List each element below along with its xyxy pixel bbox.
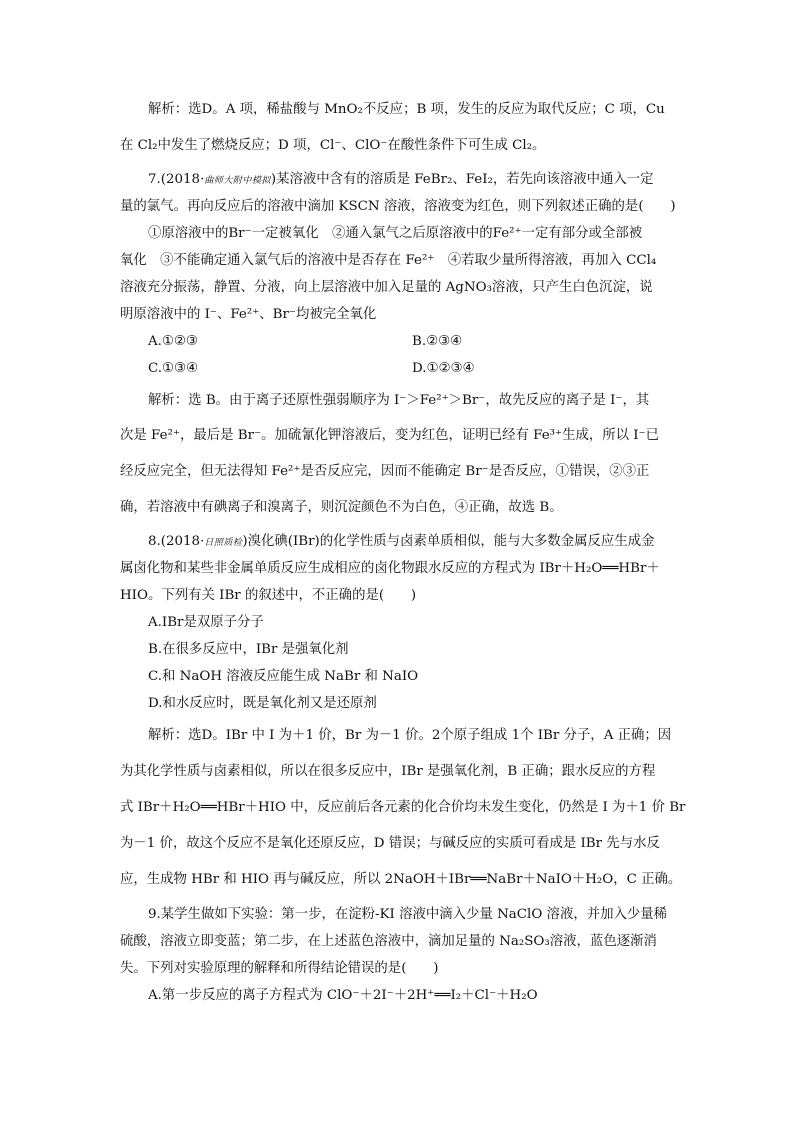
question-8-number: 8.(2018· (148, 534, 205, 549)
question-7-line-2: 量的氯气。再向反应后的溶液中滴加 KSCN 溶液，溶液变为红色，则下列叙述正确的是( ) (120, 199, 676, 214)
answer-7-line-1: 解析：选 B。由于离子还原性强弱顺序为 I⁻＞Fe²⁺＞Br⁻，故先反应的离子是 I⁻，其 (148, 393, 650, 408)
answer-8-line-1: 解析：选D。IBr 中 I 为＋1 价，Br 为－1 价。2个原子组成 1个 IBr 分子，A 正确；因 (148, 728, 672, 743)
question-8-option-b: B.在很多反应中，IBr 是强氧化剂 (148, 642, 349, 657)
answer-8-line-2: 为其化学性质与卤素相似，所以在很多反应中，IBr 是强氧化剂，B 正确；跟水反应的方程 (120, 764, 656, 779)
question-7-statements-line-2: 氧化 ③不能确定通入氯气后的溶液中是否存在 Fe²⁺ ④若取少量所得溶液，再加入 CCl₄ (120, 253, 657, 268)
answer-7-line-2: 次是 Fe²⁺，最后是 Br⁻。加硫氰化钾溶液后，变为红色，证明已经有 Fe³⁺生成，所以 I⁻已 (120, 428, 660, 443)
answer-8-line-3: 式 IBr＋H₂O══HBr＋HIO 中，反应前后各元素的化合价均未发生变化，仍然是 I 为＋1 价 Br (120, 800, 686, 815)
question-9-line-3: 失。下列对实验原理的解释和所得结论错误的是( ) (120, 961, 439, 976)
question-9-option-a: A.第一步反应的离子方程式为 ClO⁻＋2I⁻＋2H⁺══I₂＋Cl⁻＋H₂O (148, 988, 538, 1003)
question-8-source: 日照质检 (204, 538, 243, 548)
question-7-stem (148, 171, 794, 190)
question-8-option-a: A.IBr是双原子分子 (148, 615, 264, 630)
question-7-statements-line-4: 明原溶液中的 I⁻、Fe²⁺、Br⁻均被完全氧化 (120, 307, 377, 322)
question-9-line-1: 9.某学生做如下实验：第一步，在淀粉-KI 溶液中滴入少量 NaClO 溶液，并加入少量稀 (148, 907, 668, 922)
question-8-text: )溴化碘(IBr)的化学性质与卤素单质相似，能与大多数金属反应生成金 (242, 534, 655, 549)
question-8-stem (148, 533, 794, 552)
question-8-option-d: D.和水反应时，既是氧化剂又是还原剂 (148, 696, 377, 711)
question-7-option-c: C.①③④ (148, 361, 199, 376)
question-7-text: )某溶液中含有的溶质是 FeBr₂、FeI₂，若先向该溶液中通入一定 (270, 172, 654, 187)
question-7-source: 曲师大附中模拟 (204, 176, 271, 186)
answer-8-line-4: 为－1 价，故这个反应不是氧化还原反应，D 错误；与碱反应的实质可看成是 IBr 先与水反 (120, 836, 660, 851)
question-7-option-a: A.①②③ (148, 334, 198, 349)
answer-6-line-2: 在 Cl₂中发生了燃烧反应；D 项，Cl⁻、ClO⁻在酸性条件下可生成 Cl₂。 (120, 138, 546, 153)
answer-6-line-1: 解析：选D。A 项，稀盐酸与 MnO₂不反应；B 项，发生的反应为取代反应；C 项，Cu (148, 102, 665, 117)
question-8-line-2: 属卤化物和某些非金属单质反应生成相应的卤化物跟水反应的方程式为 IBr＋H₂O══HBr＋ (120, 561, 660, 576)
answer-8-line-5: 应，生成物 HBr 和 HIO 再与碱反应，所以 2NaOH＋IBr══NaBr＋NaIO＋H₂O，C 正确。 (120, 872, 682, 887)
answer-7-line-4: 确，若溶液中有碘离子和溴离子，则沉淀颜色不为白色，④正确，故选 B。 (120, 500, 563, 515)
question-7-option-b: B.②③④ (412, 334, 463, 349)
question-8-option-c: C.和 NaOH 溶液反应能生成 NaBr 和 NaIO (148, 669, 419, 684)
question-7-statements-line-1: ①原溶液中的Br⁻一定被氧化 ②通入氯气之后原溶液中的Fe²⁺一定有部分或全部被 (148, 226, 643, 241)
question-9-line-2: 硫酸，溶液立即变蓝；第二步，在上述蓝色溶液中，滴加足量的 Na₂SO₃溶液，蓝色逐渐消 (120, 934, 657, 949)
question-8-line-3: HIO。下列有关 IBr 的叙述中，不正确的是( ) (120, 588, 417, 603)
question-7-statements-line-3: 溶液充分振荡，静置、分液，向上层溶液中加入足量的 AgNO₃溶液，只产生白色沉淀，说 (120, 280, 653, 295)
answer-7-line-3: 经反应完全，但无法得知 Fe²⁺是否反应完，因而不能确定 Br⁻是否反应，①错误，②③正 (120, 464, 650, 479)
question-7-number: 7.(2018· (148, 172, 205, 187)
question-7-option-d: D.①②③④ (412, 361, 475, 376)
